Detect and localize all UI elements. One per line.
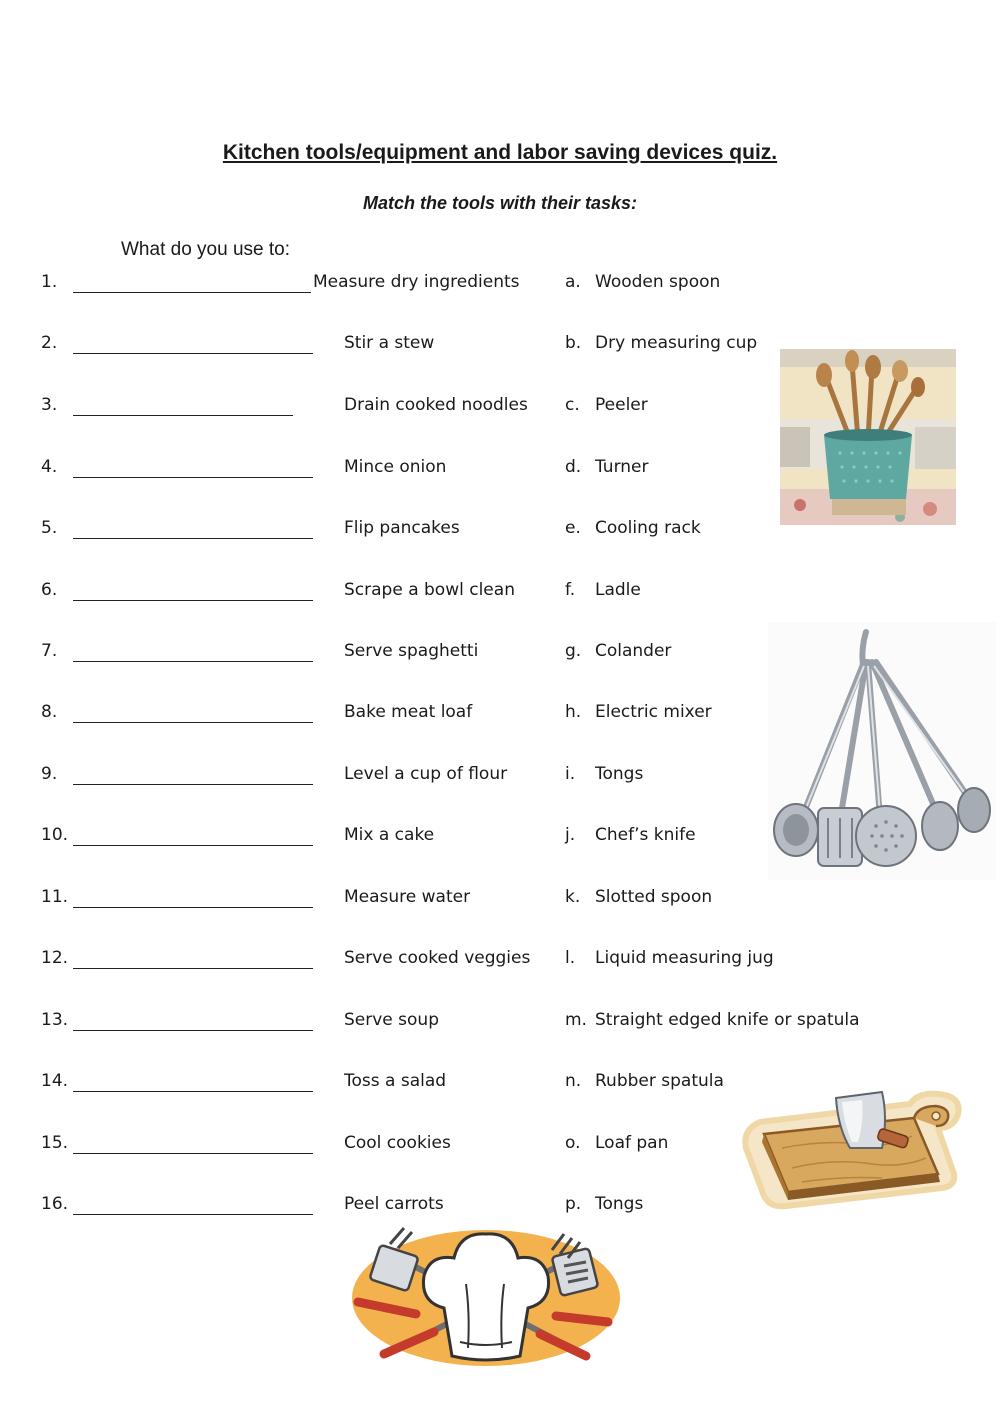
option-text: Electric mixer	[595, 702, 712, 722]
option-text: Ladle	[595, 580, 641, 600]
item-number: 7.	[41, 641, 58, 661]
option-text: Tongs	[595, 1194, 644, 1214]
item-number: 15.	[41, 1133, 69, 1153]
answer-blank[interactable]	[73, 584, 313, 601]
answer-blank[interactable]	[73, 461, 313, 478]
task-text: Cool cookies	[344, 1133, 451, 1153]
item-number: 6.	[41, 580, 58, 600]
option-text: Tongs	[595, 764, 644, 784]
answer-blank[interactable]	[73, 829, 313, 846]
item-number: 8.	[41, 702, 58, 722]
item-number: 16.	[41, 1194, 69, 1214]
quiz-row	[0, 1010, 1000, 1040]
option-letter: g.	[565, 641, 582, 661]
option-text: Rubber spatula	[595, 1071, 724, 1091]
answer-blank[interactable]	[73, 399, 293, 416]
option-letter: i.	[565, 764, 576, 784]
option-letter: n.	[565, 1071, 582, 1091]
answer-blank[interactable]	[73, 645, 313, 662]
option-letter: d.	[565, 457, 582, 477]
answer-blank[interactable]	[73, 337, 313, 354]
task-text: Measure water	[344, 887, 471, 907]
answer-blank[interactable]	[73, 522, 313, 539]
answer-blank[interactable]	[73, 1137, 313, 1154]
task-text: Stir a stew	[344, 333, 435, 353]
item-number: 12.	[41, 948, 69, 968]
page-title: Kitchen tools/equipment and labor saving devices quiz.	[222, 141, 778, 164]
task-text: Scrape a bowl clean	[344, 580, 515, 600]
option-letter: m.	[565, 1010, 587, 1030]
option-text: Liquid measuring jug	[595, 948, 774, 968]
option-text: Wooden spoon	[595, 272, 721, 292]
task-text: Serve cooked veggies	[344, 948, 531, 968]
item-number: 14.	[41, 1071, 69, 1091]
task-text: Level a cup of flour	[344, 764, 508, 784]
utensil-crock-image	[780, 349, 956, 525]
task-text: Mince onion	[344, 457, 447, 477]
answer-blank[interactable]	[73, 1198, 313, 1215]
answer-blank[interactable]	[73, 1075, 313, 1092]
item-number: 13.	[41, 1010, 69, 1030]
option-text: Turner	[595, 457, 649, 477]
task-text: Serve spaghetti	[344, 641, 479, 661]
answer-blank[interactable]	[73, 768, 313, 785]
quiz-row	[0, 948, 1000, 978]
option-letter: p.	[565, 1194, 582, 1214]
option-letter: k.	[565, 887, 581, 907]
task-text: Mix a cake	[344, 825, 435, 845]
answer-blank[interactable]	[73, 706, 313, 723]
answer-blank[interactable]	[73, 276, 311, 293]
task-text: Serve soup	[344, 1010, 439, 1030]
task-text: Flip pancakes	[344, 518, 460, 538]
quiz-row	[0, 580, 1000, 610]
option-letter: l.	[565, 948, 576, 968]
option-letter: b.	[565, 333, 582, 353]
utensil-set-image	[768, 622, 996, 880]
item-number: 11.	[41, 887, 69, 907]
option-text: Peeler	[595, 395, 648, 415]
option-letter: j.	[565, 825, 576, 845]
option-letter: a.	[565, 272, 581, 292]
option-letter: o.	[565, 1133, 581, 1153]
task-text: Peel carrots	[344, 1194, 444, 1214]
item-number: 2.	[41, 333, 58, 353]
option-text: Cooling rack	[595, 518, 701, 538]
option-text: Colander	[595, 641, 672, 661]
option-text: Loaf pan	[595, 1133, 669, 1153]
item-number: 5.	[41, 518, 58, 538]
option-letter: c.	[565, 395, 580, 415]
question-prompt: What do you use to:	[121, 239, 290, 260]
item-number: 9.	[41, 764, 58, 784]
answer-blank[interactable]	[73, 1014, 313, 1031]
task-text: Toss a salad	[344, 1071, 447, 1091]
item-number: 1.	[41, 272, 58, 292]
option-text: Slotted spoon	[595, 887, 713, 907]
answer-blank[interactable]	[73, 952, 313, 969]
option-text: Dry measuring cup	[595, 333, 758, 353]
instructions: Match the tools with their tasks:	[362, 193, 638, 213]
option-letter: h.	[565, 702, 582, 722]
task-text: Drain cooked noodles	[344, 395, 528, 415]
option-text: Chef’s knife	[595, 825, 696, 845]
chef-hat-emblem-image	[350, 1224, 622, 1370]
task-text: Bake meat loaf	[344, 702, 473, 722]
item-number: 10.	[41, 825, 69, 845]
quiz-row	[0, 272, 1000, 302]
option-letter: e.	[565, 518, 581, 538]
item-number: 3.	[41, 395, 58, 415]
answer-blank[interactable]	[73, 891, 313, 908]
option-letter: f.	[565, 580, 576, 600]
cutting-board-image	[742, 1078, 968, 1212]
option-text: Straight edged knife or spatula	[595, 1010, 860, 1030]
quiz-row	[0, 887, 1000, 917]
task-text: Measure dry ingredients	[313, 272, 520, 292]
item-number: 4.	[41, 457, 58, 477]
